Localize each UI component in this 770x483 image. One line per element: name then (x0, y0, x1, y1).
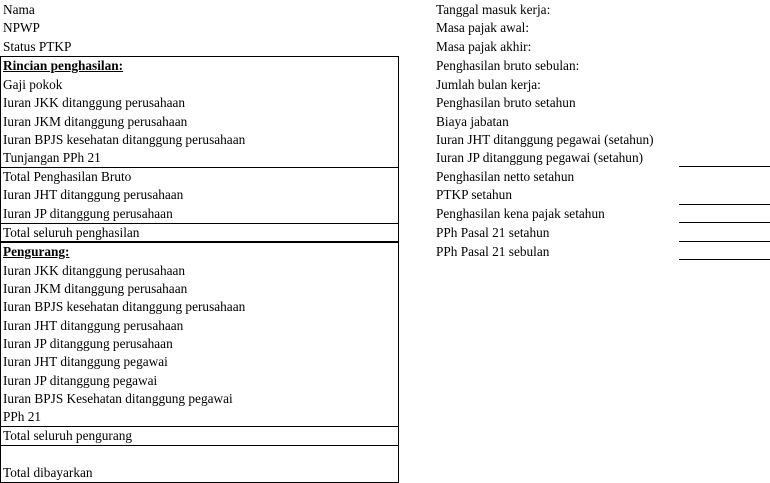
label-status-ptkp: Status PTKP (3, 39, 72, 54)
jumlah-bulan-kerja: Jumlah bulan kerja: (436, 77, 541, 92)
masa-pajak-akhir: Masa pajak akhir: (436, 39, 532, 54)
ptkp-setahun: PTKP setahun (436, 187, 512, 202)
pengurang-item: Iuran JHT ditanggung pegawai (3, 354, 168, 369)
rincian-item: Iuran JKM ditanggung perusahaan (3, 114, 188, 129)
penghasilan-kena-pajak-setahun: Penghasilan kena pajak setahun (436, 206, 605, 221)
biaya-jabatan: Biaya jabatan (436, 114, 509, 129)
label-nama: Nama (3, 2, 35, 17)
penghasilan-netto-setahun: Penghasilan netto setahun (436, 169, 575, 184)
pengurang-item: Iuran JP ditanggung pegawai (3, 373, 158, 388)
rincian-item: Iuran JP ditanggung perusahaan (3, 206, 173, 221)
rincian-item: Iuran BPJS kesehatan ditanggung perusahaan (3, 132, 246, 147)
total-seluruh-pengurang: Total seluruh pengurang (3, 428, 133, 443)
divider-total-dibayarkan (0, 445, 399, 446)
rincian-item: Iuran JKK ditanggung perusahaan (3, 95, 186, 110)
pph-pasal-21-sebulan: PPh Pasal 21 sebulan (436, 244, 550, 259)
value-underline (679, 241, 770, 242)
label-npwp: NPWP (3, 20, 40, 35)
pengurang-item: Iuran JKK ditanggung perusahaan (3, 263, 186, 278)
penghasilan-bruto-setahun: Penghasilan bruto setahun (436, 95, 576, 110)
masa-pajak-awal: Masa pajak awal: (436, 20, 530, 35)
rincian-item: Tunjangan PPh 21 (3, 150, 101, 165)
iuran-jht-pegawai-setahun: Iuran JHT ditanggung pegawai (setahun) (436, 132, 654, 147)
total-penghasilan-bruto: Total Penghasilan Bruto (3, 169, 132, 184)
pengurang-title: Pengurang: (3, 244, 70, 259)
value-underline (679, 166, 770, 167)
rincian-item: Iuran JHT ditanggung perusahaan (3, 187, 184, 202)
pengurang-item: PPh 21 (3, 409, 42, 424)
iuran-jp-pegawai-setahun: Iuran JP ditanggung pegawai (setahun) (436, 150, 644, 165)
pph-pasal-21-setahun: PPh Pasal 21 setahun (436, 225, 550, 240)
total-seluruh-penghasilan: Total seluruh penghasilan (3, 225, 140, 240)
value-underline (679, 222, 770, 223)
tanggal-masuk-kerja: Tanggal masuk kerja: (436, 2, 551, 17)
pengurang-item: Iuran BPJS kesehatan ditanggung perusahaan (3, 299, 246, 314)
pengurang-item: Iuran JHT ditanggung perusahaan (3, 318, 184, 333)
rincian-item: Gaji pokok (3, 77, 63, 92)
value-underline (679, 204, 770, 205)
pengurang-item: Iuran BPJS Kesehatan ditanggung pegawai (3, 391, 233, 406)
value-underline (679, 259, 770, 260)
pengurang-item: Iuran JKM ditanggung perusahaan (3, 281, 188, 296)
pengurang-item: Iuran JP ditanggung perusahaan (3, 336, 173, 351)
rincian-penghasilan-title: Rincian penghasilan: (3, 58, 124, 73)
total-dibayarkan: Total dibayarkan (3, 465, 93, 480)
penghasilan-bruto-sebulan: Penghasilan bruto sebulan: (436, 58, 580, 73)
